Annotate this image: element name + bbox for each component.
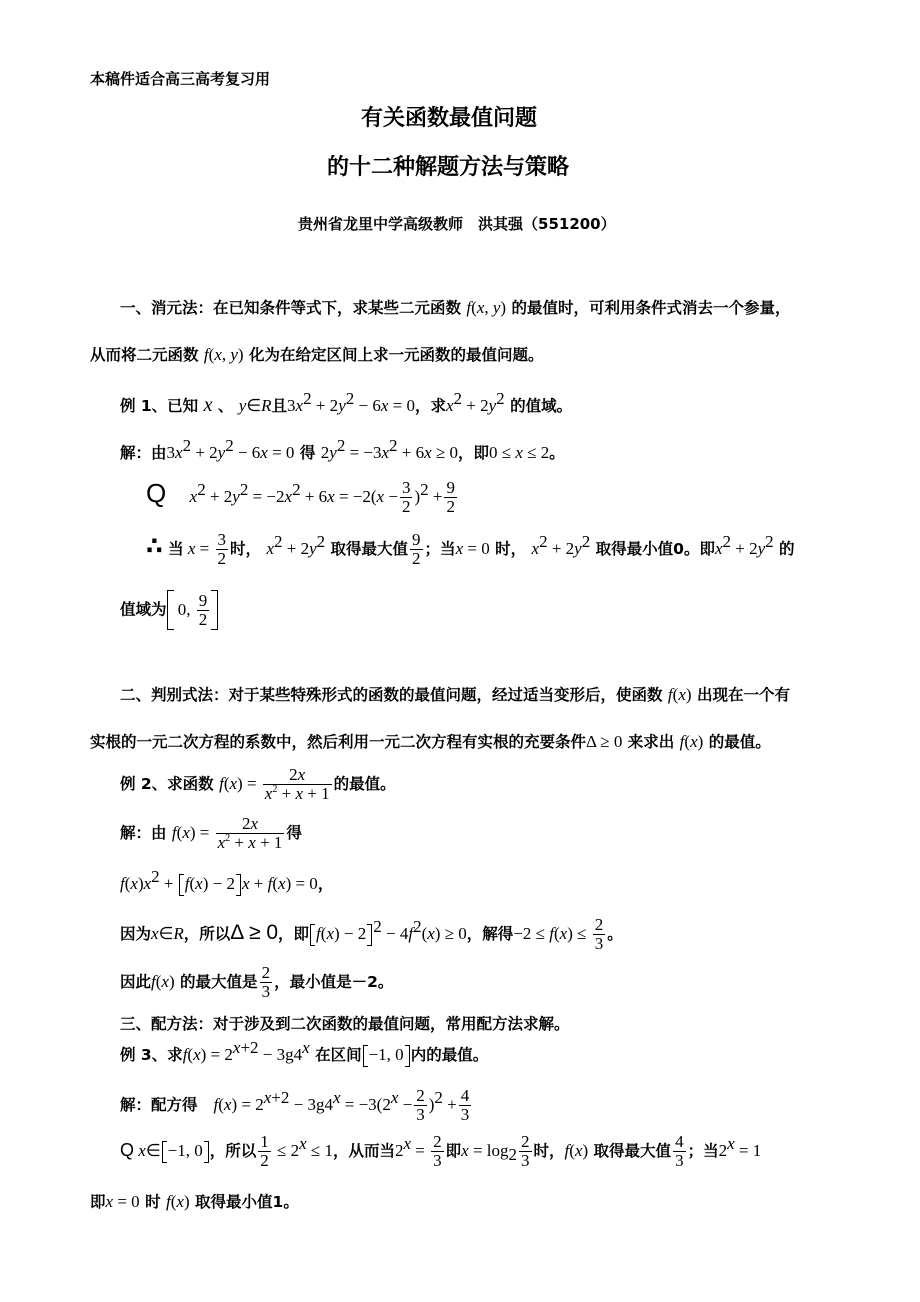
example-2-conclusion: 因此f(x) 的最大值是 $\frac{2}{3}$ ，最小值是－2。 [120, 963, 394, 1001]
example-3-solution-line-3: 即x = 0 时 f(x) 取得最小值1。 [90, 1192, 299, 1211]
section-2-line-2: 实根的一元二次方程的系数中，然后利用一元二次方程有实根的充要条件Δ ≥ 0 来求出 f(x) 的最值。 [90, 732, 771, 751]
because-symbol-2: Q [120, 1140, 135, 1160]
example-2-statement: 例 2、求函数 f(x) = $\frac{2x}{x^2 + x + 1}$ 的最值。 [120, 765, 396, 803]
example-1-statement: 例 1、已知 x 、 y∈R且$3x^2 + 2y^2 - 6x = 0$，求$x^2 + 2y^2$ 的值域。 [120, 389, 573, 416]
example-3-solution-line-1: 解：配方得 $f(x) = 2^{x+2} - 3g4^x = -3(2^x$ − $\frac{2}{3}$ )$^2$ + $\frac{4}{3}$ [120, 1086, 470, 1124]
therefore-symbol: ∴ [146, 532, 163, 560]
title-line-2: 的十二种解题方法与策略 [327, 155, 570, 180]
example-2-solution-line-2: $f(x)x^2 + f(x) - 2$ x + f(x) = 0， [120, 872, 333, 896]
example-3-statement: 例 3、求$f(x) = 2^{x+2} - 3g4^x$ 在区间 −1, 0 内的最值。 [120, 1043, 488, 1067]
section-1-line-1: 一、消元法：在已知条件等式下，求某些二元函数 f(x, y) 的最值时，可利用条件式消去一个参量， [120, 298, 791, 317]
section-2-line-1: 二、判别式法：对于某些特殊形式的函数的最值问题，经过适当变形后，使函数 f(x) 出现在一个有 [120, 685, 790, 704]
example-1-range: 值域为 0, $\frac{9}{2}$ [120, 590, 218, 630]
section-1-line-2: 从而将二元函数 f(x, y) 化为在给定区间上求一元函数的最值问题。 [90, 345, 544, 364]
title-line-1: 有关函数最值问题 [361, 106, 538, 131]
example-1-solution-line-2: Q $x^2 + 2y^2 = -2x^2 + 6x = -2(x$ − $\frac{3}{2}$ )$^2$ + $\frac{9}{2}$ [146, 478, 455, 516]
author-line: 贵州省龙里中学高级教师 洪其强（551200） [298, 215, 616, 233]
example-3-solution-line-2: Q x∈ −1, 0 ，所以 $\frac{1}{2}$ ≤ $2^x \le 1$，从而当$2^x$ = $\frac{2}{3}$ 即$x = \log_2$ $\frac{2}{3}$ 时，f(x) 取得最大值 $\frac{4}{3}$ ；当$2^x = 1$ [120, 1132, 762, 1170]
header-note: 本稿件适合高三高考复习用 [90, 70, 271, 88]
example-1-solution-line-3: ∴ 当 x = $\frac{3}{2}$ 时， $x^2 + 2y^2$ 取得最大值 $\frac{9}{2}$ ；当x = 0 时， $x^2 + 2y^2$ 取得最小值0。即$x^2 + 2y^2$ 的 [146, 530, 795, 568]
example-1-solution-line-1: 解：由$3x^2 + 2y^2 - 6x = 0$ 得 $2y^2 = -3x^2 + 6x \ge 0$，即0 ≤ x ≤ 2。 [120, 436, 565, 462]
because-symbol: Q [146, 478, 167, 508]
example-2-solution-line-3: 因为x∈R，所以Δ ≥ 0，即 f(x) − 2 $^2 - 4f^2(x) \ge 0$，解得−2 ≤ f(x) ≤ $\frac{2}{3}$ 。 [120, 915, 623, 953]
example-2-solution-line-1: 解：由 f(x) = $\frac{2x}{x^2 + x + 1}$ 得 [120, 814, 302, 852]
section-3-line: 三、配方法：对于涉及到二次函数的最值问题，常用配方法求解。 [120, 1015, 570, 1033]
